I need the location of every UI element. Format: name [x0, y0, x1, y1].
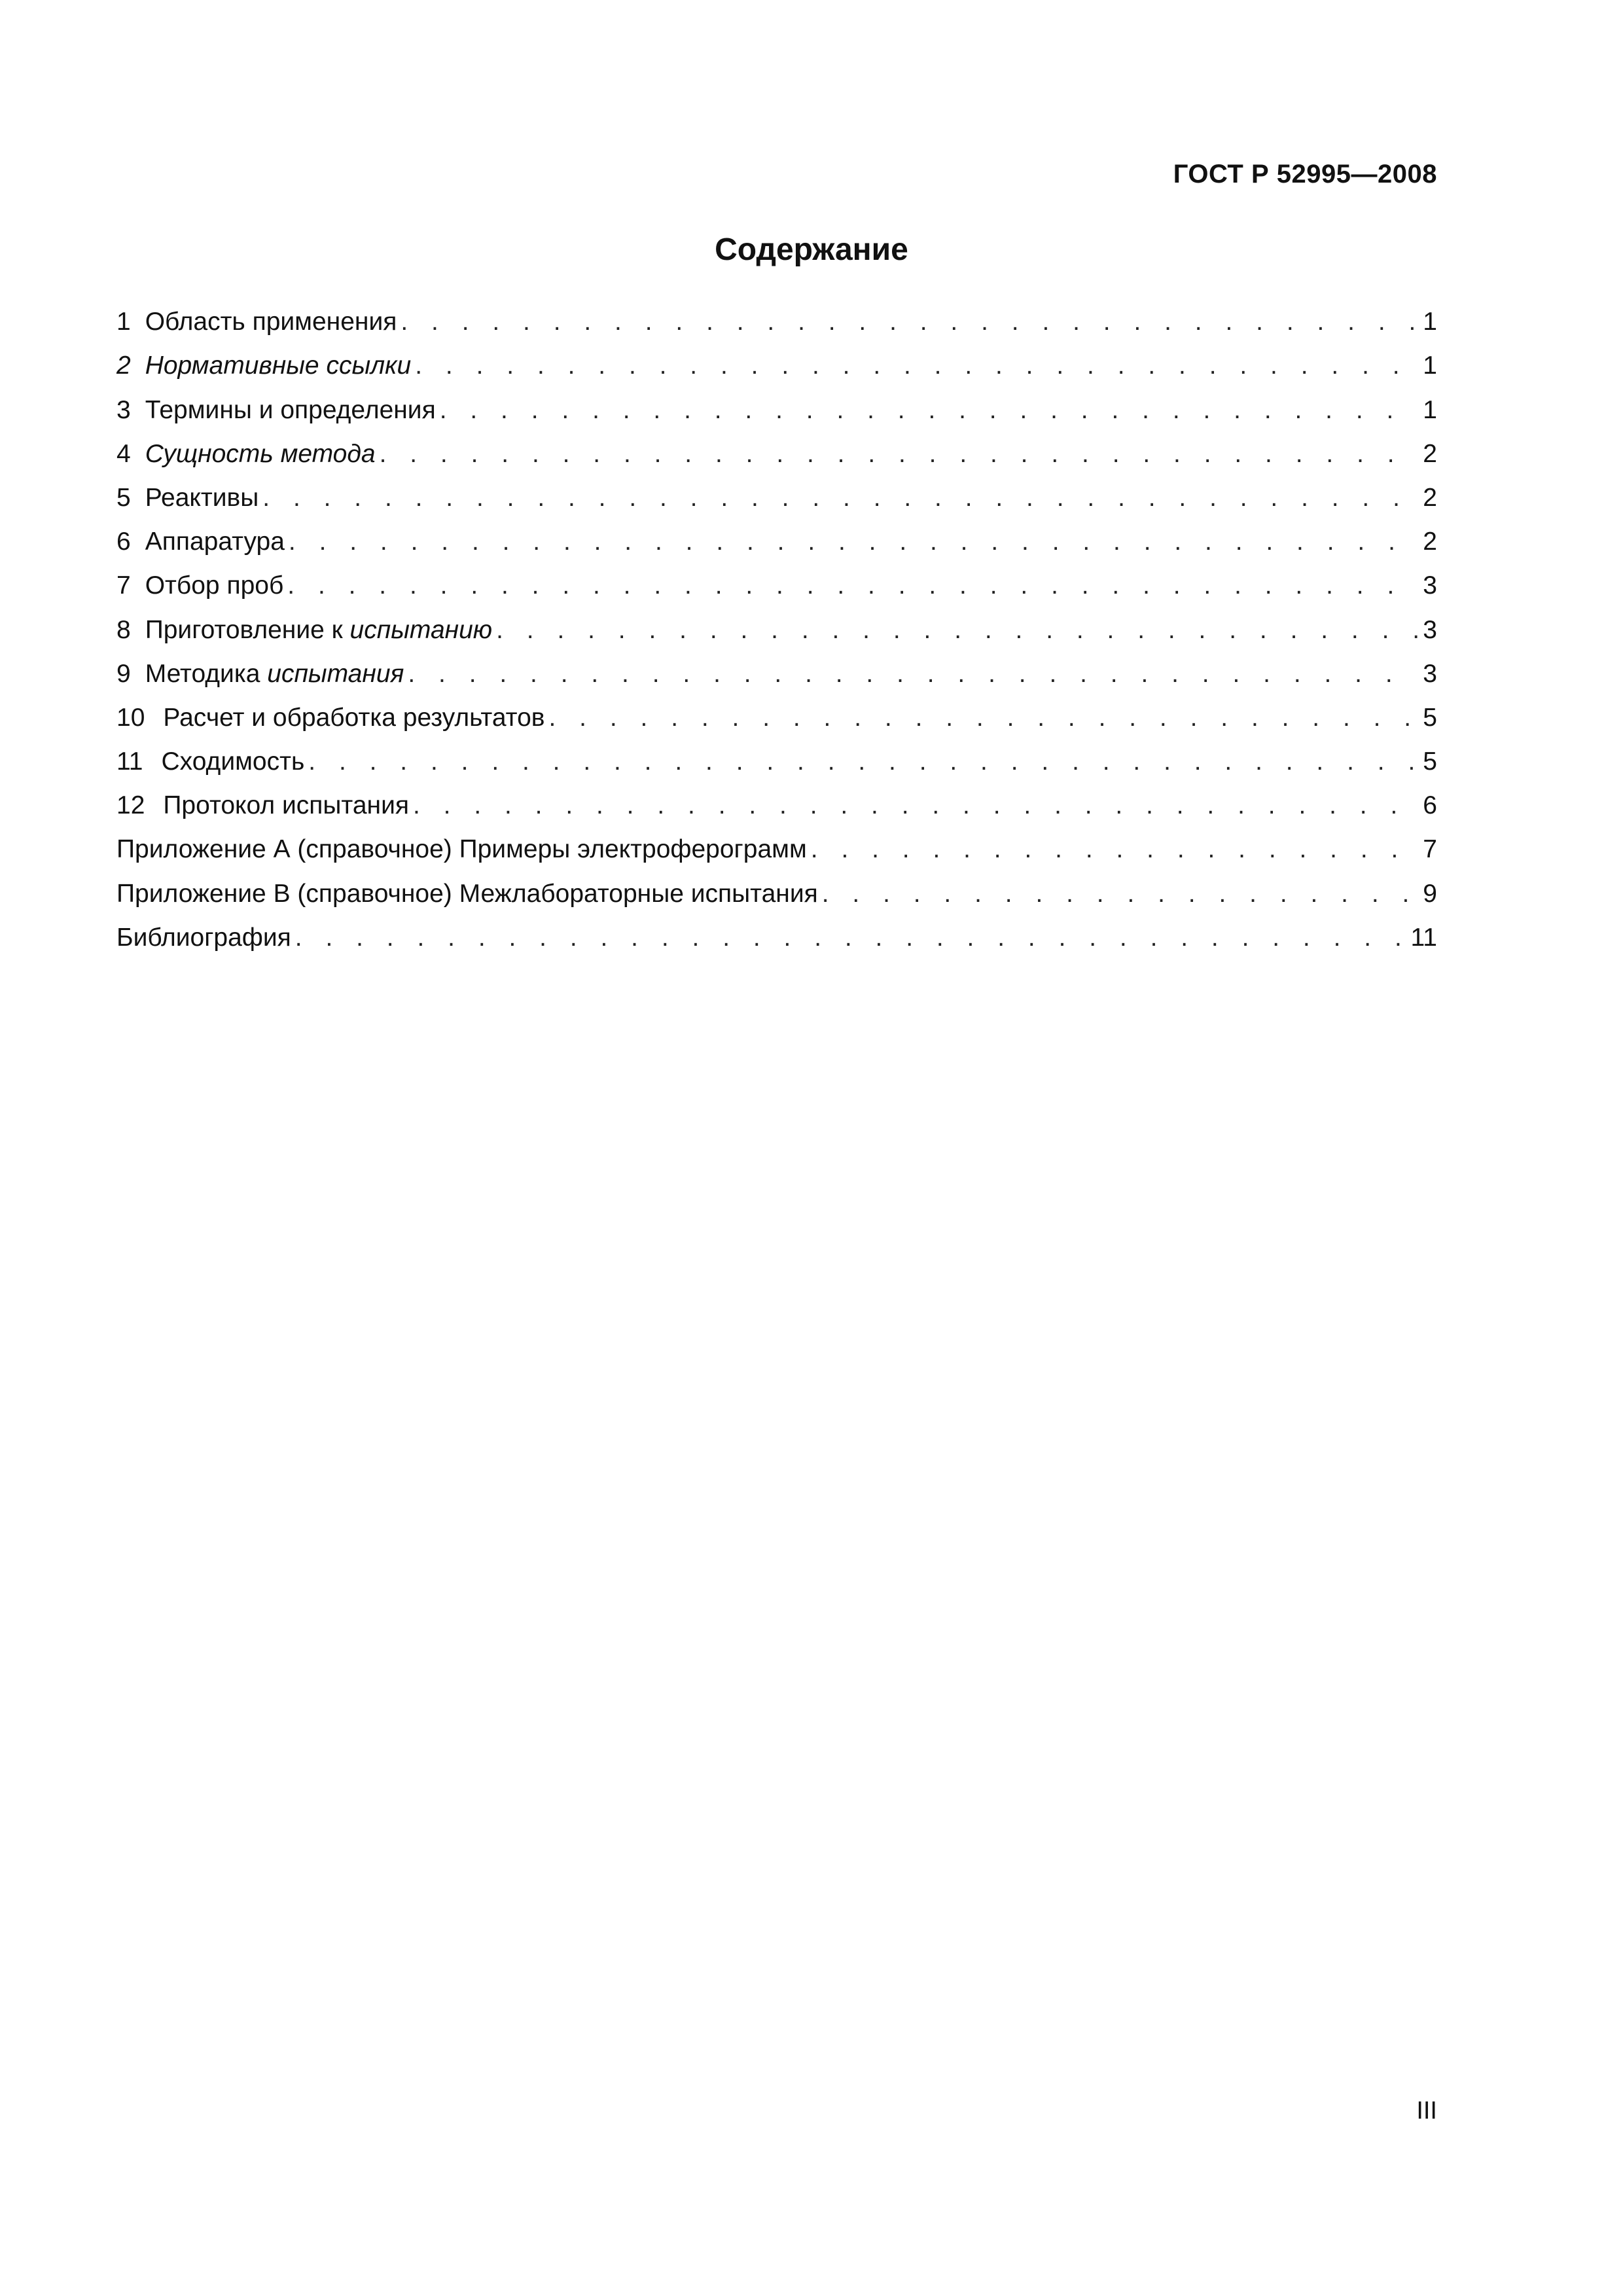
toc-entry-page: 3 [1423, 659, 1437, 688]
toc-entry-number: 3 [116, 395, 131, 424]
toc-entry-number: 11 [116, 747, 143, 776]
toc-entry-title [145, 476, 259, 520]
toc-entry-title [145, 432, 376, 476]
toc-entry-number: 8 [116, 615, 131, 644]
toc-entry[interactable] [116, 344, 1437, 387]
toc-entry-title-part: испытанию [349, 615, 493, 644]
page-number: III [1416, 2097, 1437, 2125]
toc-entry-title [163, 696, 544, 740]
toc-entry-page: 2 [1423, 439, 1437, 468]
toc-dot-leader [287, 564, 1418, 607]
toc-entry-page: 1 [1423, 395, 1437, 424]
toc-entry[interactable] [116, 300, 1437, 344]
toc-entry-title-part: Методика [145, 659, 268, 688]
toc-entry-title-part: Реактивы [145, 483, 259, 512]
table-of-contents [116, 300, 1437, 960]
toc-entry-title-part: Расчет и обработка результатов [163, 703, 545, 732]
toc-entry-title-part: Приложение А (справочное) Примеры электроферограмм [116, 835, 807, 864]
toc-entry-title [116, 872, 818, 916]
toc-dot-leader [262, 476, 1418, 520]
toc-dot-leader [549, 696, 1418, 740]
toc-entry[interactable] [116, 696, 1437, 740]
toc-entry-title [116, 916, 291, 960]
toc-entry[interactable] [116, 520, 1437, 564]
toc-entry-number: 2 [116, 351, 131, 380]
toc-entry-title-part: Термины и определения [145, 395, 436, 424]
toc-entry-title [145, 652, 404, 696]
toc-entry-title-part: Отбор проб [145, 571, 284, 600]
toc-entry-title-part: испытания [267, 659, 404, 688]
toc-entry-title-part: Нормативные ссылки [145, 351, 412, 380]
toc-dot-leader [811, 827, 1418, 871]
toc-dot-leader [440, 388, 1418, 432]
toc-dot-leader [822, 872, 1418, 916]
toc-entry[interactable] [116, 783, 1437, 827]
toc-entry-title [163, 783, 409, 827]
toc-entry-page: 9 [1423, 879, 1437, 908]
toc-entry-title-part: Приложение В (справочное) Межлабораторные испытания [116, 879, 818, 908]
toc-entry-title [145, 300, 397, 344]
toc-entry-title [145, 520, 285, 564]
toc-entry-title-part: Аппаратура [145, 528, 285, 556]
toc-entry[interactable] [116, 652, 1437, 696]
toc-entry-page: 7 [1423, 835, 1437, 864]
toc-entry[interactable] [116, 740, 1437, 783]
toc-entry-page: 5 [1423, 747, 1437, 776]
toc-entry-number: 6 [116, 528, 131, 556]
toc-entry-title-part: Сходимость [161, 747, 305, 776]
toc-dot-leader [289, 520, 1418, 564]
toc-dot-leader [415, 344, 1418, 387]
toc-entry[interactable] [116, 564, 1437, 607]
toc-entry-page: 2 [1423, 483, 1437, 512]
toc-entry[interactable] [116, 432, 1437, 476]
toc-entry[interactable] [116, 916, 1437, 960]
toc-entry[interactable] [116, 607, 1437, 651]
document-code: ГОСТ Р 52995—2008 [1173, 160, 1437, 188]
toc-entry-page: 2 [1423, 528, 1437, 556]
toc-dot-leader [413, 783, 1418, 827]
toc-entry-title [162, 740, 305, 783]
toc-entry-title-part: Приготовление к [145, 615, 350, 644]
toc-entry-title [145, 388, 436, 432]
toc-entry-title-part: Протокол испытания [163, 791, 409, 820]
toc-entry-number: 7 [116, 571, 131, 600]
toc-dot-leader [308, 740, 1418, 783]
toc-entry-page: 6 [1423, 791, 1437, 820]
toc-entry[interactable] [116, 476, 1437, 520]
toc-dot-leader [380, 432, 1418, 476]
toc-entry-number: 5 [116, 483, 131, 512]
toc-entry-title-part: Библиография [116, 923, 291, 952]
toc-entry-page: 5 [1423, 703, 1437, 732]
toc-entry-number: 10 [116, 703, 145, 732]
toc-dot-leader [496, 608, 1418, 652]
toc-entry-page: 11 [1410, 923, 1437, 952]
toc-dot-leader [295, 916, 1407, 960]
toc-entry-page: 3 [1423, 615, 1437, 644]
toc-dot-leader [401, 300, 1418, 344]
toc-entry[interactable] [116, 827, 1437, 871]
toc-entry-title-part: Сущность метода [145, 439, 376, 468]
toc-title: Содержание [715, 232, 908, 267]
toc-entry-number: 9 [116, 659, 131, 688]
toc-entry-number: 1 [116, 308, 131, 336]
toc-entry-title [145, 608, 492, 652]
toc-entry-title [116, 827, 807, 871]
toc-entry-title-part: Область применения [145, 308, 397, 336]
toc-entry-title [145, 344, 412, 387]
toc-entry-page: 1 [1423, 308, 1437, 336]
toc-entry[interactable] [116, 387, 1437, 431]
toc-entry-number: 4 [116, 439, 131, 468]
toc-entry-number: 12 [116, 791, 145, 820]
toc-entry-page: 3 [1423, 571, 1437, 600]
toc-entry[interactable] [116, 871, 1437, 915]
toc-dot-leader [408, 652, 1418, 696]
toc-entry-page: 1 [1423, 351, 1437, 380]
toc-entry-title [145, 564, 284, 607]
